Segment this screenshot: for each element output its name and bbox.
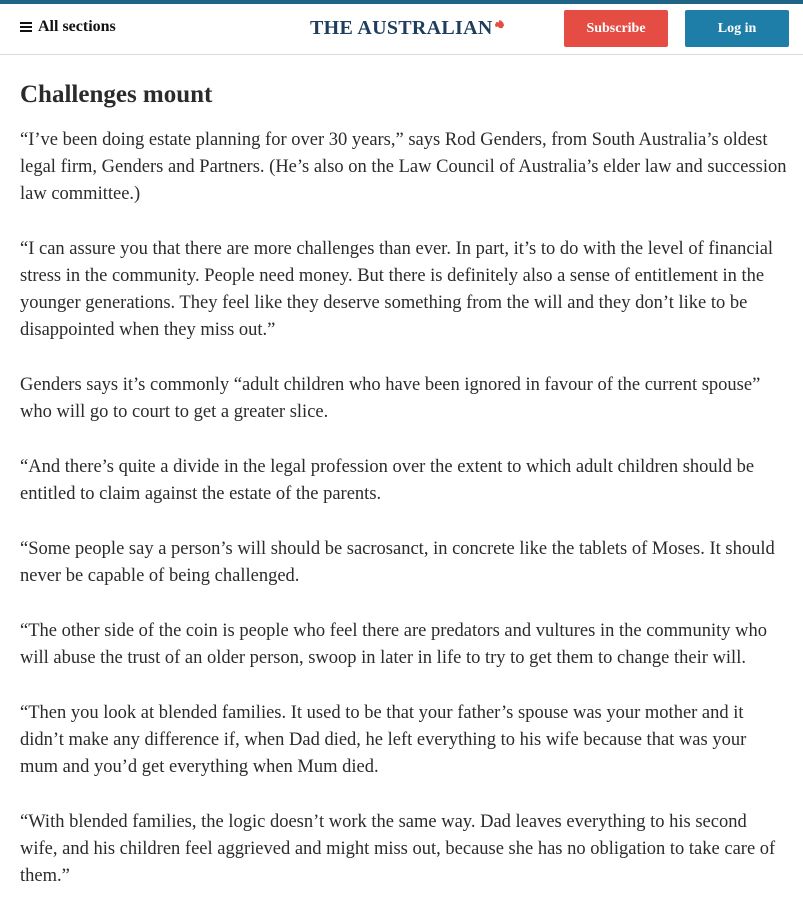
all-sections-menu-button[interactable] bbox=[20, 14, 116, 40]
login-button[interactable]: Log in bbox=[685, 10, 789, 47]
section-heading: Challenges mount bbox=[20, 81, 213, 108]
article-paragraph: Genders says it’s commonly “adult children who have been ignored in favour of the current spouse” who will go to court to get a greater slice. bbox=[20, 375, 761, 422]
article-paragraph: “Some people say a person’s will should be sacrosanct, in concrete like the tablets of Moses. It should never be capable of being challenged. bbox=[20, 539, 775, 586]
site-header bbox=[0, 4, 803, 55]
article-paragraph: “And there’s quite a divide in the legal profession over the extent to which adult children should be entitled to claim against the estate of the parents. bbox=[20, 457, 755, 504]
site-logo[interactable] bbox=[310, 15, 505, 41]
australia-map-icon bbox=[494, 19, 505, 30]
article-paragraph: “With blended families, the logic doesn’t work the same way. Dad leaves everything to his second wife, and his children feel aggrieved and might miss out, because she has no obligation to take care of them.” bbox=[20, 812, 776, 886]
hamburger-menu-icon bbox=[20, 22, 32, 32]
article-paragraph: “I can assure you that there are more challenges than ever. In part, it’s to do with the level of financial stress in the community. People need money. But there is definitely also a sense of entitlement in the younger generations. They feel like they deserve something from the will and they don’t like to be disappointed when they miss out.” bbox=[20, 239, 774, 340]
article-paragraph: “The other side of the coin is people who feel there are predators and vultures in the community who will abuse the trust of an older person, swoop in later in life to try to get them to change their will. bbox=[20, 621, 767, 668]
logo-wordmark: THE AUSTRALIAN bbox=[310, 17, 493, 39]
article-paragraph: “I’ve been doing estate planning for over 30 years,” says Rod Genders, from South Australia’s oldest legal firm, Genders and Partners. (He’s also on the Law Council of Australia’s elder law and succession law committee.) bbox=[20, 130, 787, 204]
subscribe-button[interactable]: Subscribe bbox=[564, 10, 668, 47]
all-sections-label: All sections bbox=[38, 18, 116, 35]
article-body bbox=[20, 56, 788, 890]
article-paragraph: “Then you look at blended families. It used to be that your father’s spouse was your mother and it didn’t make any difference if, when Dad died, he left everything to his wife because that was your mum and you’d get everything when Mum died. bbox=[20, 703, 747, 777]
